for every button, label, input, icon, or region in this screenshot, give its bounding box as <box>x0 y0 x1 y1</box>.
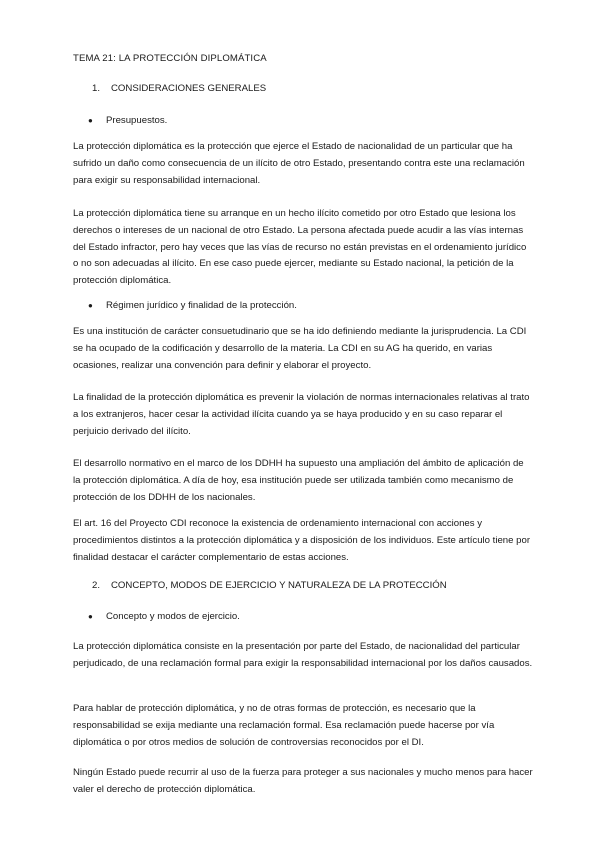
bullet-icon: ● <box>88 116 93 125</box>
paragraph: Ningún Estado puede recurrir al uso de la fuerza para proteger a sus nacionales y mucho menos para hacer valer el derecho de protección diplomática. <box>73 767 533 795</box>
document-title: TEMA 21: LA PROTECCIÓN DIPLOMÁTICA <box>73 53 267 64</box>
section-heading-1 <box>92 83 266 94</box>
paragraph: La protección diplomática es la protección que ejerce el Estado de nacionalidad de un particular que ha sufrido un daño como consecuencia de un ilícito de otro Estado, presentando contra este una reclamación para exigir su responsabilidad internacional. <box>73 141 525 186</box>
bullet-item <box>88 300 297 311</box>
bullet-label: Presupuestos. <box>106 115 168 126</box>
section-label: CONCEPTO, MODOS DE EJERCICIO Y NATURALEZA DE LA PROTECCIÓN <box>111 580 447 591</box>
section-number: 2. <box>92 580 101 591</box>
paragraph: La protección diplomática consiste en la presentación por parte del Estado, de nacionalidad del particular perjudicado, de una reclamación formal para exigir la responsabilidad internacional por los daños causados. <box>73 641 533 669</box>
section-number: 1. <box>92 83 101 94</box>
paragraph: La finalidad de la protección diplomática es prevenir la violación de normas internacionales relativas al trato a los extranjeros, hacer cesar la actividad ilícita cuando ya se haya producido y en su caso reparar el perjuicio derivado del ilícito. <box>73 392 530 437</box>
paragraph: El art. 16 del Proyecto CDI reconoce la existencia de ordenamiento internacional con acciones y procedimientos distintos a la protección diplomática y a disposición de los individuos. Este artículo tiene por finalidad destacar el carácter complementario de estas acciones. <box>73 518 531 563</box>
paragraph: Para hablar de protección diplomática, y no de otras formas de protección, es necesario que la responsabilidad se exija mediante una reclamación formal. Esa reclamación puede hacerse por vía diplomática o por otros medios de solución de controversias reconocidos por el DI. <box>73 703 495 748</box>
bullet-item <box>88 611 240 622</box>
paragraph: Es una institución de carácter consuetudinario que se ha ido definiendo mediante la jurisprudencia. La CDI se ha ocupado de la codificación y desarrollo de la materia. La CDI en su AG ha querido, en varias ocasiones, realizar una convención para definir y elaborar el proyecto. <box>73 326 527 371</box>
section-heading-2 <box>92 580 447 591</box>
bullet-icon: ● <box>88 612 93 621</box>
paragraph: La protección diplomática tiene su arranque en un hecho ilícito cometido por otro Estado que lesiona los derechos o intereses de un nacional de otro Estado. La persona afectada puede acudir a las vías internas del Estado infractor, pero hay veces que las vías de recurso no están previstas en el ordenamiento jurídico o no son adecuadas al ilícito. En ese caso puede ejercer, mediante su Estado nacional, la petición de la protección diplomática. <box>73 208 527 287</box>
bullet-label: Régimen jurídico y finalidad de la protección. <box>106 300 297 311</box>
paragraph: El desarrollo normativo en el marco de los DDHH ha supuesto una ampliación del ámbito de aplicación de la protección diplomática. A día de hoy, esa institución puede ser utilizada también como mecanismo de protección de los DDHH de los nacionales. <box>73 458 524 503</box>
bullet-icon: ● <box>88 301 93 310</box>
section-label: CONSIDERACIONES GENERALES <box>111 83 267 94</box>
bullet-item <box>88 115 167 126</box>
bullet-label: Concepto y modos de ejercicio. <box>106 611 240 622</box>
